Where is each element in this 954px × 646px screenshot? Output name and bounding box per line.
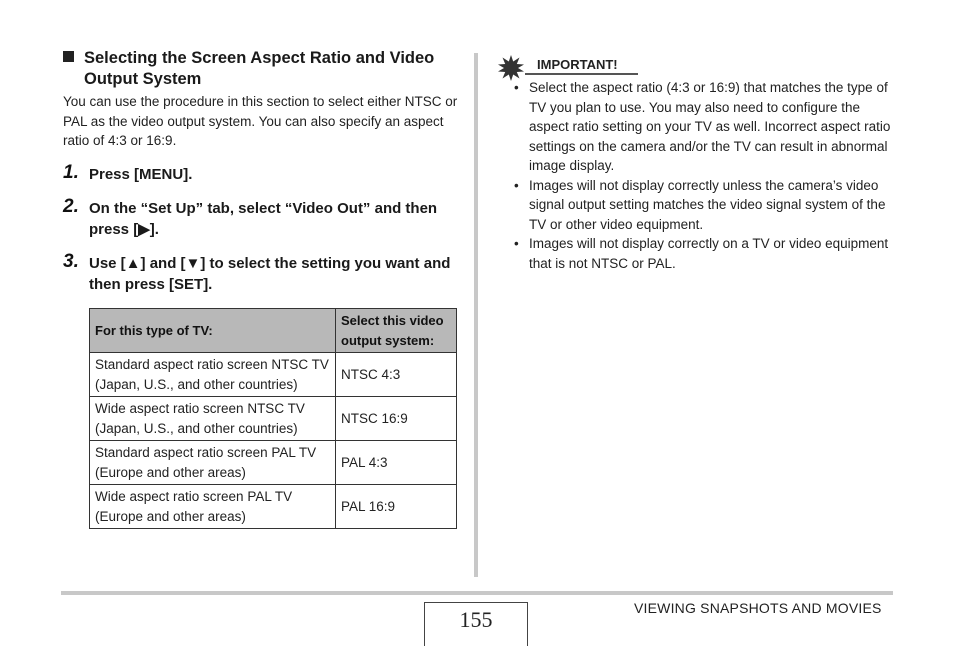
table-cell-output-system: NTSC 16:9 [336, 397, 457, 441]
important-bullet-list [510, 78, 895, 273]
step-2-number: 2. [63, 196, 79, 217]
column-divider [474, 53, 478, 577]
table-header-output-system: Select this video output system: [336, 309, 457, 353]
table-header-row [90, 309, 457, 353]
list-item [510, 176, 895, 235]
table-cell-tv-type: Wide aspect ratio screen NTSC TV (Japan, U.S., and other countries) [90, 397, 336, 441]
intro-paragraph: You can use the procedure in this section to select either NTSC or PAL as the video output system. You can also specify an aspect ratio of 4:3 or 16:9. [63, 94, 458, 149]
table-cell-tv-type: Standard aspect ratio screen PAL TV (Europe and other areas) [90, 441, 336, 485]
table-row [90, 441, 457, 485]
important-label: IMPORTANT! [537, 57, 618, 72]
page-number: 155 [459, 607, 493, 632]
table-cell-output-system: PAL 4:3 [336, 441, 457, 485]
list-item [510, 78, 895, 176]
table-row [90, 397, 457, 441]
bullet-text: Images will not display correctly on a TV or video equipment that is not NTSC or PAL. [529, 236, 889, 271]
table-cell-output-system: NTSC 4:3 [336, 353, 457, 397]
table-cell-tv-type: Standard aspect ratio screen NTSC TV (Japan, U.S., and other countries) [90, 353, 336, 397]
table-row [90, 353, 457, 397]
step-3-number: 3. [63, 251, 79, 272]
table-header-tv-type: For this type of TV: [90, 309, 336, 353]
table-row [90, 485, 457, 529]
bullet-text: Select the aspect ratio (4:3 or 16:9) that matches the type of TV you plan to use. You may also need to configure the aspect ratio setting on your TV as well. Incorrect aspect ratio settings on the camera and/or the TV can result in abnormal image display. [529, 80, 891, 173]
tv-output-table [89, 308, 457, 529]
footer-section-name: VIEWING SNAPSHOTS AND MOVIES [634, 600, 882, 616]
step-1-number: 1. [63, 162, 79, 183]
step-2-text: On the “Set Up” tab, select “Video Out” and then press [▶]. [89, 200, 438, 238]
bullet-text: Images will not display correctly unless the camera’s video signal output setting matches the video signal system of the TV or other video equipment. [529, 177, 886, 232]
step-1-text: Press [MENU]. [89, 166, 193, 183]
section-bullet-square [63, 51, 74, 62]
important-underline [525, 73, 638, 75]
table-cell-output-system: PAL 16:9 [336, 485, 457, 529]
bullet-dot: • [514, 236, 519, 251]
footer-divider [61, 591, 893, 595]
list-item [510, 234, 895, 273]
section-title: Selecting the Screen Aspect Ratio and Video Output System [84, 49, 435, 88]
table-cell-tv-type: Wide aspect ratio screen PAL TV (Europe and other areas) [90, 485, 336, 529]
bullet-dot: • [514, 177, 519, 193]
step-3-text: Use [▲] and [▼] to select the setting you want and then press [SET]. [89, 255, 451, 293]
bullet-dot: • [514, 80, 519, 95]
